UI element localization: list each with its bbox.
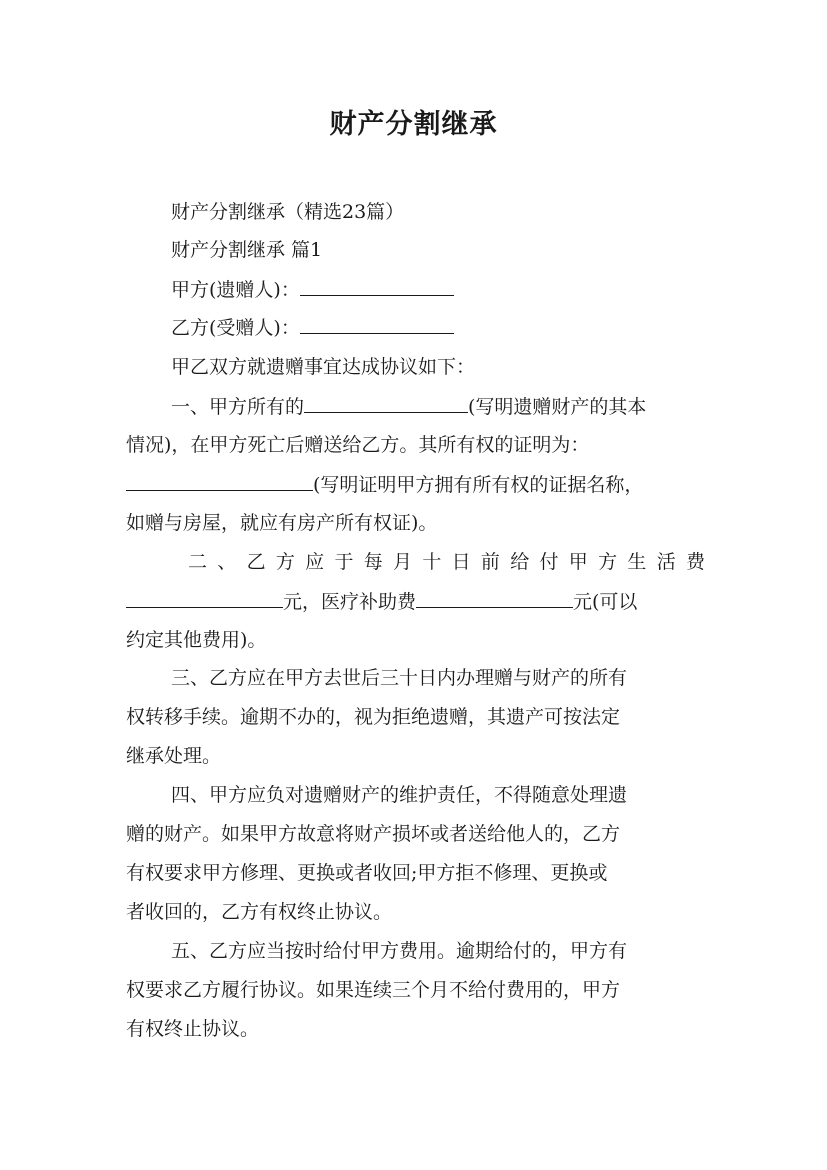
clause3-line1: 三、乙方应在甲方去世后三十日内办理赠与财产的所有: [171, 667, 628, 689]
party-a-label: 甲方(遗赠人)：: [171, 279, 300, 301]
intro-text: 甲乙双方就遗赠事宜达成协议如下：: [171, 356, 476, 378]
clause4-line1: 四、甲方应负对遗赠财产的维护责任，不得随意处理遗: [171, 784, 628, 806]
clause3-line3: 继承处理。: [126, 745, 222, 767]
clause1-prefix: 一、甲方所有的: [171, 396, 305, 418]
clause1-line3-suffix: (写明证明甲方拥有所有权的证据名称，: [313, 474, 644, 496]
living-expense-blank: [126, 589, 283, 608]
party-a-line: [171, 277, 751, 302]
document-title: 财产分割继承: [329, 109, 498, 140]
section-heading: 财产分割继承 篇1: [171, 239, 323, 261]
clause1-line2: 情况)，在甲方死亡后赠送给乙方。其所有权的证明为：: [126, 434, 590, 456]
clause2-line2: [126, 589, 706, 614]
clause4-line2: 赠的财产。如果甲方故意将财产损坏或者送给他人的，乙方: [126, 823, 621, 845]
clause3-line2: 权转移手续。逾期不办的，视为拒绝遗赠，其遗产可按法定: [126, 706, 621, 728]
party-b-blank: [300, 315, 454, 334]
party-b-line: [171, 315, 751, 340]
document-subtitle: 财产分割继承（精选23篇）: [171, 201, 405, 223]
clause5-line2: 权要求乙方履行协议。如果连续三个月不给付费用的，甲方: [126, 979, 621, 1001]
clause1-line1: [171, 394, 706, 419]
medical-subsidy-blank: [416, 589, 573, 608]
clause1-proof-blank: [126, 472, 313, 491]
clause5-line3: 有权终止协议。: [126, 1018, 260, 1040]
clause2-line1: 二、乙方应于每月十日前给付甲方生活费: [188, 551, 705, 573]
clause2-part1: 元，医疗补助费: [283, 591, 417, 613]
clause4-line4: 者收回的，乙方有权终止协议。: [126, 901, 393, 923]
clause1-line3: [126, 472, 706, 497]
clause1-property-blank: [304, 394, 468, 413]
party-a-blank: [300, 277, 454, 296]
clause1-line4: 如赠与房屋，就应有房产所有权证)。: [126, 512, 438, 534]
clause5-line1: 五、乙方应当按时给付甲方费用。逾期给付的，甲方有: [171, 940, 628, 962]
clause2-line3: 约定其他费用)。: [126, 629, 267, 651]
clause2-part2: 元(可以: [573, 591, 638, 613]
clause4-line3: 有权要求甲方修理、更换或者收回;甲方拒不修理、更换或: [126, 862, 608, 884]
party-b-label: 乙方(受赠人)：: [171, 317, 300, 339]
clause1-suffix: (写明遗赠财产的其本: [468, 396, 647, 418]
